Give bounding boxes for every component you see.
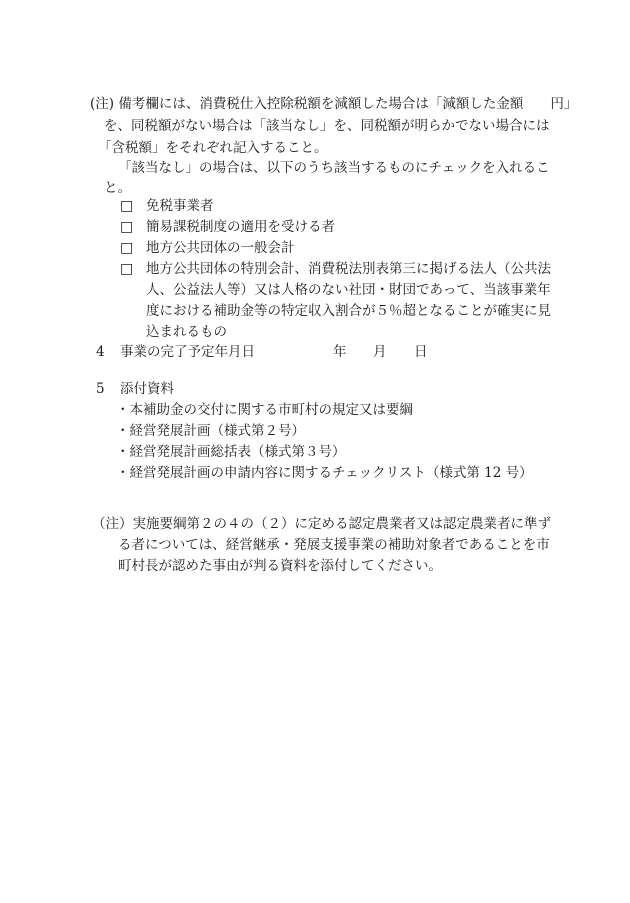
section-label: 添付資料 [120, 381, 174, 397]
checklist-item-label-line-2: 人、公益法人等）又は人格のない社団・財団であって、当該事業年 [146, 282, 551, 298]
year-label: 年 [333, 344, 347, 360]
note-1-line-2: を、同税額がない場合は「該当なし」を、同税額が明らかでない場合には [104, 118, 550, 134]
note-1-line-5: と。 [104, 180, 131, 196]
checkbox-icon[interactable]: □ [120, 219, 134, 235]
month-label: 月 [373, 344, 387, 360]
checklist-item-label-line-4: 込まれるもの [146, 324, 227, 340]
note-1-line-3: 「含税額」をそれぞれ記入すること。 [98, 140, 328, 156]
note-2-line-2: る者については、経営継承・発展支援事業の補助対象者であることを市 [118, 537, 550, 553]
attachment-item-2: ・経営発展計画（様式第２号） [116, 423, 305, 439]
checkbox-icon[interactable]: □ [120, 261, 134, 277]
note-2-line-3: 町村長が認めた事由が判る資料を添付してください。 [118, 558, 442, 574]
checklist-item-label-line-1: 地方公共団体の特別会計、消費税法別表第三に掲げる法人（公共法 [146, 261, 551, 277]
checkbox-icon[interactable]: □ [120, 198, 134, 214]
attachment-item-1: ・本補助金の交付に関する市町村の規定又は要綱 [116, 402, 413, 418]
section-number: 5 [96, 381, 105, 397]
section-label: 事業の完了予定年月日 [120, 344, 255, 360]
checklist-item-label: 地方公共団体の一般会計 [146, 240, 295, 256]
note-1-line-4: 「該当なし」の場合は、以下のうち該当するものにチェックを入れるこ [118, 160, 550, 176]
attachment-item-3: ・経営発展計画総括表（様式第３号） [116, 444, 346, 460]
section-number: 4 [96, 344, 105, 360]
checklist-item-label-line-3: 度における補助金等の特定収入割合が５％超となることが確実に見 [146, 303, 551, 319]
checkbox-icon[interactable]: □ [120, 240, 134, 256]
checklist-item-label: 簡易課税制度の適用を受ける者 [146, 219, 335, 235]
day-label: 日 [414, 344, 428, 360]
note-1-line-1: (注) 備考欄には、消費税仕入控除税額を減額した場合は「減額した金額 円」 [90, 96, 578, 112]
checklist-item-label: 免税事業者 [146, 198, 214, 214]
note-2-line-1: （注）実施要綱第２の４の（２）に定める認定農業者又は認定農業者に準ず [92, 516, 551, 532]
attachment-item-4: ・経営発展計画の申請内容に関するチェックリスト（様式第 12 号） [116, 465, 533, 481]
